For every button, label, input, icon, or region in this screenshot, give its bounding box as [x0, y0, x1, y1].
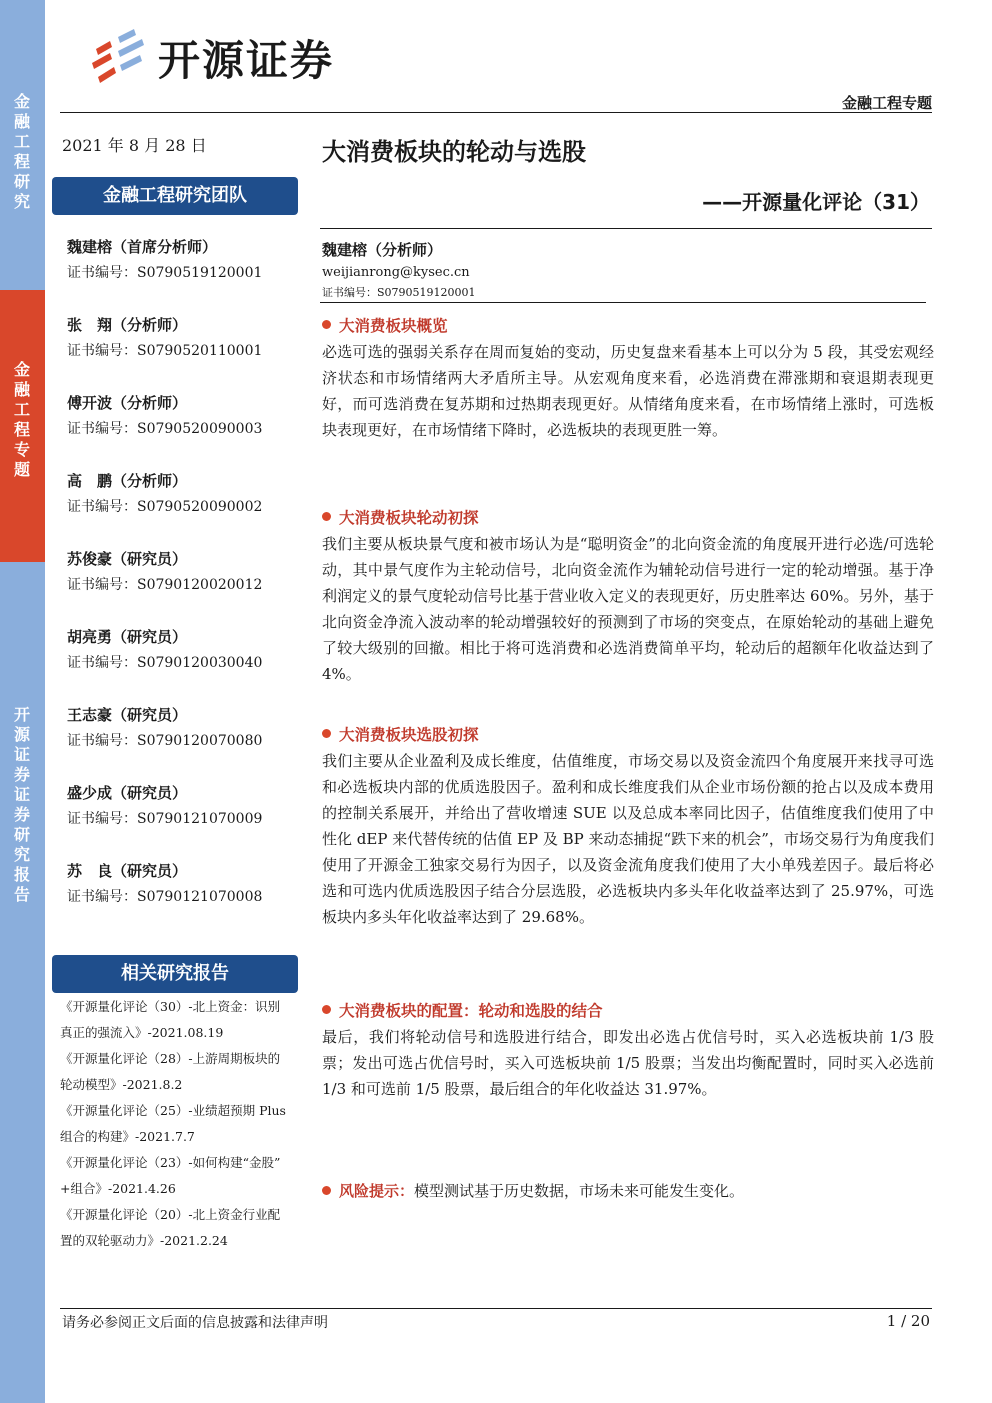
related-report-line[interactable]: 《开源量化评论（28）-上游周期板块的	[60, 1051, 281, 1066]
analyst-item	[67, 702, 307, 780]
section-overview	[322, 313, 934, 443]
logo-mark-icon	[88, 29, 148, 87]
team-title: 金融工程研究团队	[52, 177, 298, 215]
related-reports-list	[60, 994, 316, 1254]
section-allocation	[322, 998, 934, 1102]
analyst-cert: 证书编号：S0790520110001	[67, 343, 263, 359]
related-reports-title: 相关研究报告	[52, 955, 298, 993]
author-email[interactable]: weijianrong@kysec.cn	[322, 265, 470, 280]
related-report-line[interactable]: 组合的构建》-2021.7.7	[60, 1129, 195, 1144]
analyst-cert: 证书编号：S0790121070008	[67, 889, 263, 905]
analyst-item	[67, 780, 307, 858]
header-divider	[60, 112, 932, 113]
section-body: 我们主要从企业盈利及成长维度，估值维度，市场交易以及资金流四个角度展开来找寻可选和必选板块内部的优质选股因子。盈利和成长维度我们从企业市场份额的抢占以及成本费用的控制关系展开，并给出了营收增速 SUE 以及总成本率同比因子，估值维度我们使用了中性化 dEP 来代替传统的估值 EP 及 BP 来动态捕捉“跌下来的机会”，市场交易行为角度我们使用了开源金工独家交易行为因子，以及资金流角度我们使用了大小单残差因子。最后将必选和可选内优质选股因子结合分层选股，必选板块内多头年化收益率达到了 25.97%，可选板块内多头年化收益率达到了 29.68%。	[322, 752, 934, 926]
side-label-research: 金融工程研究	[13, 92, 30, 211]
bullet-icon	[322, 320, 331, 329]
related-report-line[interactable]: 置的双轮驱动力》-2021.2.24	[60, 1233, 228, 1248]
analyst-cert: 证书编号：S0790520090003	[67, 421, 263, 437]
analyst-cert: 证书编号：S0790120030040	[67, 655, 263, 671]
section-heading-text: 大消费板块轮动初探	[339, 509, 479, 527]
brand-name: 开源证券	[158, 36, 335, 85]
risk-warning	[322, 1178, 744, 1204]
section-heading-text: 大消费板块的配置：轮动和选股的结合	[339, 1002, 603, 1020]
bullet-icon	[322, 512, 331, 521]
analyst-name: 高 鹏（分析师）	[67, 472, 188, 490]
analyst-item	[67, 312, 307, 390]
analyst-name: 苏 良（研究员）	[67, 862, 188, 880]
brand-logo	[88, 28, 334, 88]
section-body: 最后，我们将轮动信号和选股进行结合，即发出必选占优信号时，买入必选板块前 1/3 股票；发出可选占优信号时，买入可选板块前 1/5 股票；当发出均衡配置时，同时买入必选前 1/3 和可选前 1/5 股票，最后组合的年化收益达 31.97%。	[322, 1028, 934, 1098]
related-report-line[interactable]: +组合》-2021.4.26	[60, 1181, 176, 1196]
analyst-name: 魏建榕（首席分析师）	[67, 238, 218, 256]
bullet-icon	[322, 729, 331, 738]
section-rotation	[322, 505, 934, 687]
author-name: 魏建榕（分析师）	[322, 241, 443, 259]
section-heading	[322, 722, 934, 748]
section-heading-text: 大消费板块概览	[339, 317, 448, 335]
bullet-icon	[322, 1186, 331, 1195]
report-title: 大消费板块的轮动与选股	[322, 138, 586, 166]
risk-label: 风险提示：	[339, 1182, 415, 1200]
analyst-item	[67, 858, 307, 936]
side-label-report: 开源证券 证券研究报告	[13, 705, 30, 904]
analyst-cert: 证书编号：S0790520090002	[67, 499, 263, 515]
author-block	[322, 238, 922, 302]
analyst-cert: 证书编号：S0790519120001	[67, 265, 263, 281]
report-subtitle: ——开源量化评论（31）	[702, 190, 930, 214]
section-heading-text: 大消费板块选股初探	[339, 726, 479, 744]
analyst-name: 胡亮勇（研究员）	[67, 628, 188, 646]
disclosure-note: 请务必参阅正文后面的信息披露和法律声明	[62, 1315, 328, 1331]
title-divider	[320, 228, 932, 229]
author-cert: 证书编号：S0790519120001	[322, 286, 476, 299]
related-report-line[interactable]: 轮动模型》-2021.8.2	[60, 1077, 183, 1092]
analyst-name: 苏俊豪（研究员）	[67, 550, 188, 568]
related-report-line[interactable]: 《开源量化评论（25）-业绩超预期 Plus	[60, 1103, 286, 1118]
report-category: 金融工程专题	[841, 94, 932, 112]
footer-divider	[60, 1308, 932, 1309]
section-heading	[322, 505, 934, 531]
analyst-item	[67, 234, 307, 312]
section-body: 我们主要从板块景气度和被市场认为是“聪明资金”的北向资金流的角度展开进行必选/可选轮动，其中景气度作为主轮动信号，北向资金流作为辅轮动信号进行一定的轮动增强。基于净利润定义的景气度轮动信号比基于营业收入定义的表现更好，历史胜率达 60%。另外，基于北向资金净流入波动率的轮动增强较好的预测到了市场的突变点，在原始轮动的基础上避免了较大级别的回撤。相比于将可选消费和必选消费简单平均，轮动后的超额年化收益达到了 4%。	[322, 535, 934, 683]
analyst-item	[67, 390, 307, 468]
analyst-cert: 证书编号：S0790120070080	[67, 733, 263, 749]
side-label-topic: 金融工程专题	[13, 360, 30, 479]
section-body: 必选可选的强弱关系存在周而复始的变动，历史复盘来看基本上可以分为 5 段，其受宏观经济状态和市场情绪两大矛盾所主导。从宏观角度来看，必选消费在滞涨期和衰退期表现更好，而可选消费在复苏期和过热期表现更好。从情绪角度来看，在市场情绪上涨时，可选板块表现更好，在市场情绪下降时，必选板块的表现更胜一筹。	[322, 343, 934, 439]
risk-text: 模型测试基于历史数据，市场未来可能发生变化。	[414, 1182, 745, 1200]
analyst-name: 张 翔（分析师）	[67, 316, 188, 334]
analyst-list	[67, 234, 307, 936]
author-divider	[320, 302, 926, 303]
analyst-cert: 证书编号：S0790121070009	[67, 811, 263, 827]
page-number: 1 / 20	[886, 1312, 930, 1330]
section-heading	[322, 313, 934, 339]
analyst-cert: 证书编号：S0790120020012	[67, 577, 263, 593]
analyst-name: 傅开波（分析师）	[67, 394, 188, 412]
related-report-line[interactable]: 《开源量化评论（20）-北上资金行业配	[60, 1207, 281, 1222]
side-strip	[0, 0, 45, 1403]
related-report-line[interactable]: 《开源量化评论（23）-如何构建“金股”	[60, 1155, 281, 1170]
related-report-line[interactable]: 真正的强流入》-2021.08.19	[60, 1025, 224, 1040]
section-heading	[322, 998, 934, 1024]
analyst-item	[67, 468, 307, 546]
related-report-line[interactable]: 《开源量化评论（30）-北上资金：识别	[60, 999, 281, 1014]
bullet-icon	[322, 1005, 331, 1014]
analyst-name: 盛少成（研究员）	[67, 784, 188, 802]
analyst-item	[67, 546, 307, 624]
analyst-item	[67, 624, 307, 702]
analyst-name: 王志豪（研究员）	[67, 706, 188, 724]
report-date: 2021 年 8 月 28 日	[62, 136, 207, 155]
section-stock-selection	[322, 722, 934, 930]
